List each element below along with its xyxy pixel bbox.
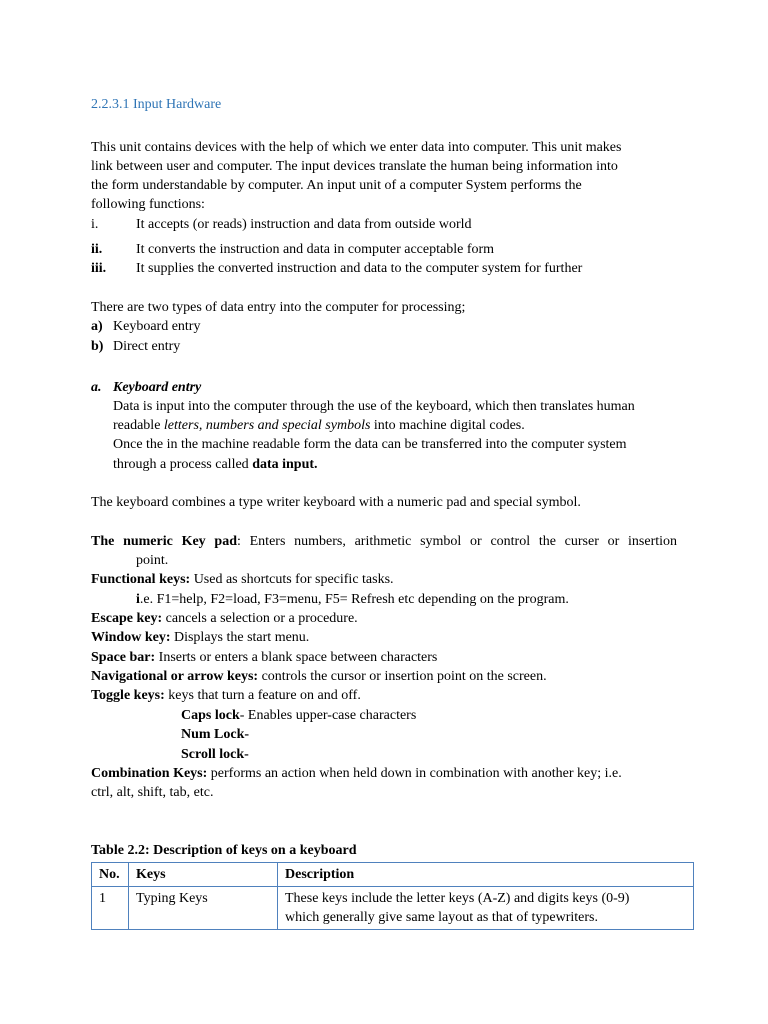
list-marker: ii.: [91, 242, 103, 257]
table-caption: Table 2.2: Description of keys on a keyboard: [91, 843, 357, 858]
list-marker: iii.: [91, 261, 107, 276]
paragraph-line: Data is input into the computer through the use of the keyboard, which then translates human: [113, 399, 635, 414]
paragraph-line: readable letters, numbers and special symbols into machine digital codes.: [113, 418, 525, 433]
table-cell-description: These keys include the letter keys (A-Z) and digits keys (0-9) which generally give same layout as that of typewriters.: [278, 887, 694, 930]
key-definition: Window key: Displays the start menu.: [91, 630, 310, 645]
list-marker: i.: [91, 217, 99, 232]
section-heading: 2.2.3.1 Input Hardware: [91, 97, 222, 112]
key-definition: Space bar: Inserts or enters a blank space between characters: [91, 650, 438, 665]
intro-line: This unit contains devices with the help of which we enter data into computer. This unit makes: [91, 140, 622, 155]
key-definition: Combination Keys: performs an action when held down in combination with another key; i.e.: [91, 766, 622, 781]
toggle-key-item: Caps lock- Enables upper-case characters: [181, 708, 417, 723]
intro-line: the form understandable by computer. An input unit of a computer System performs the: [91, 178, 582, 193]
key-definition: Toggle keys: keys that turn a feature on and off.: [91, 688, 361, 703]
table-row: [92, 887, 694, 930]
key-definition-cont: point.: [136, 553, 169, 568]
intro-line: link between user and computer. The input devices translate the human being information into: [91, 159, 618, 174]
key-definition-cont: ctrl, alt, shift, tab, etc.: [91, 785, 214, 800]
key-definition: Escape key: cancels a selection or a procedure.: [91, 611, 358, 626]
entry-types-intro: There are two types of data entry into the computer for processing;: [91, 300, 466, 315]
intro-line: following functions:: [91, 197, 205, 212]
list-item: Keyboard entry: [113, 319, 201, 334]
subsection-title: Keyboard entry: [113, 380, 202, 395]
key-definition: Functional keys: Used as shortcuts for specific tasks.: [91, 572, 394, 587]
list-item: It supplies the converted instruction and data to the computer system for further: [136, 261, 583, 276]
key-definition-example: i.e. F1=help, F2=load, F3=menu, F5= Refresh etc depending on the program.: [136, 592, 569, 607]
paragraph-line: through a process called data input.: [113, 457, 318, 472]
list-item: Direct entry: [113, 339, 181, 354]
key-definition: The numeric Key pad: Enters numbers, arithmetic symbol or control the curser or insertion: [91, 534, 678, 549]
table-header-cell: No.: [92, 863, 129, 887]
list-marker: a): [91, 319, 103, 334]
key-definition: Navigational or arrow keys: controls the cursor or insertion point on the screen.: [91, 669, 547, 684]
table-header-row: [92, 863, 694, 887]
list-item: It accepts (or reads) instruction and data from outside world: [136, 217, 472, 232]
paragraph-line: The keyboard combines a type writer keyboard with a numeric pad and special symbol.: [91, 495, 581, 510]
keys-table: [91, 862, 694, 930]
list-item: It converts the instruction and data in computer acceptable form: [136, 242, 495, 257]
paragraph-line: Once the in the machine readable form the data can be transferred into the computer system: [113, 437, 627, 452]
toggle-key-item: Num Lock-: [181, 727, 250, 742]
list-marker: b): [91, 339, 104, 354]
table-header-cell: Description: [278, 863, 694, 887]
list-marker: a.: [91, 380, 102, 395]
table-header-cell: Keys: [129, 863, 278, 887]
table-cell-no: 1: [92, 887, 129, 930]
toggle-key-item: Scroll lock-: [181, 747, 249, 762]
table-cell-keys: Typing Keys: [129, 887, 278, 930]
